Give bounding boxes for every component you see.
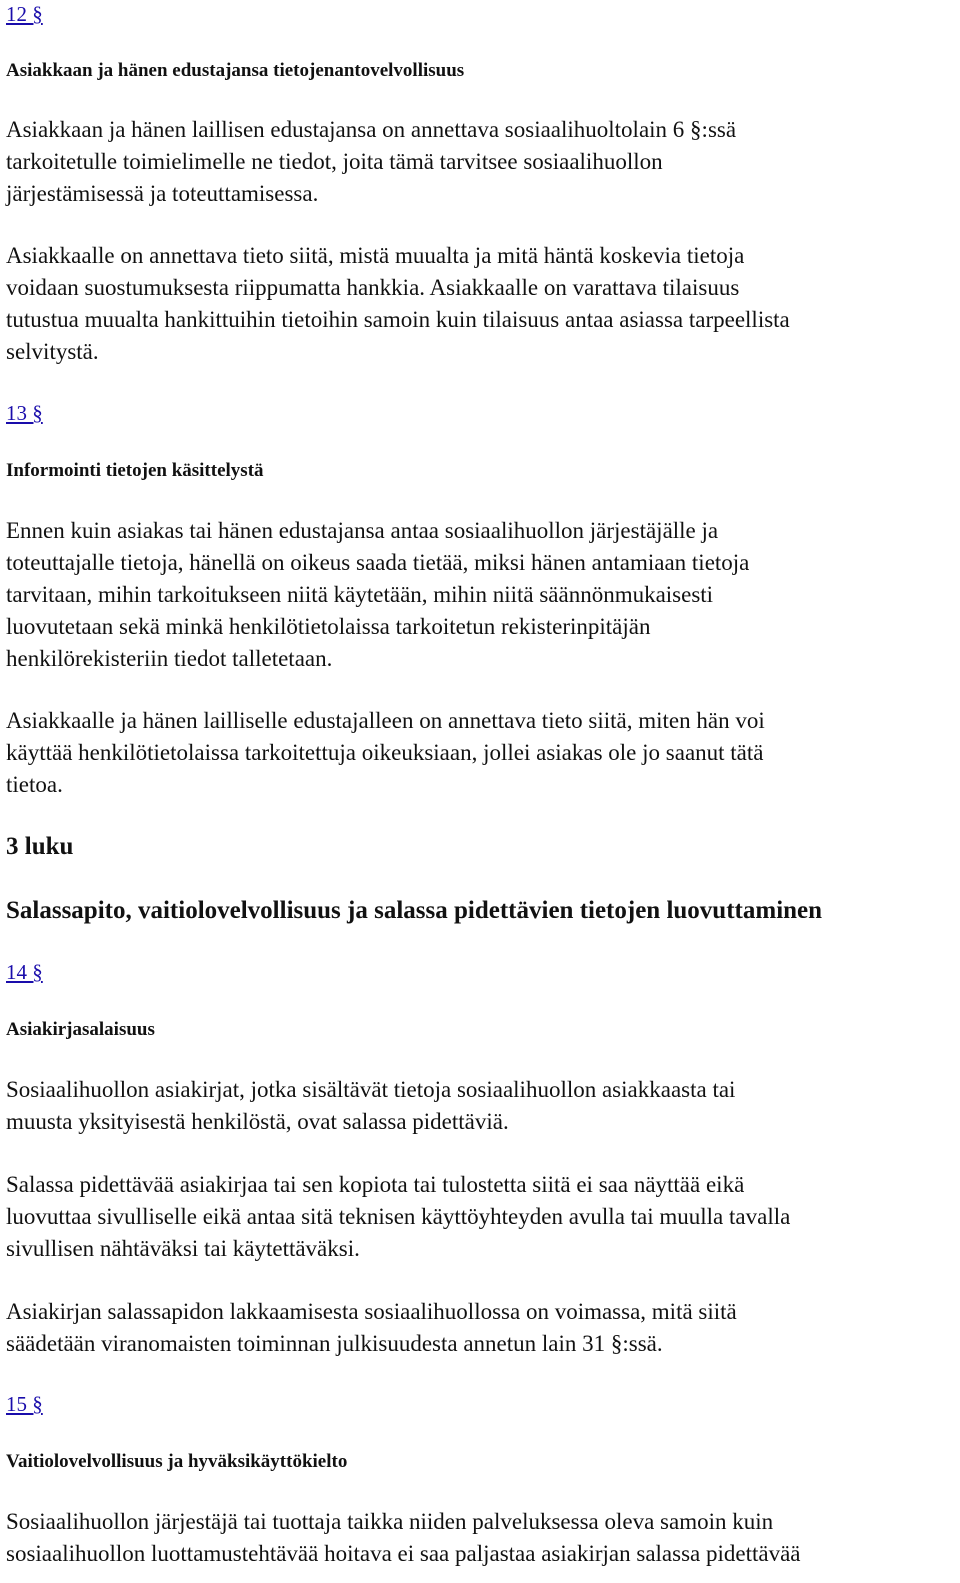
section-13-title: Informointi tietojen käsittelystä (6, 460, 264, 481)
section-15-link[interactable]: 15 § (6, 1392, 43, 1416)
text-line: järjestämisessä ja toteuttamisessa. (6, 181, 319, 206)
section-12-link[interactable]: 12 § (6, 2, 43, 26)
section-13-paragraph-1 (6, 515, 749, 675)
section-14-paragraph-2 (6, 1169, 790, 1265)
text-line: sivullisen nähtäväksi tai käytettäväksi. (6, 1236, 360, 1261)
section-14-paragraph-1 (6, 1074, 735, 1138)
text-line: selvitystä. (6, 339, 99, 364)
text-line: käyttää henkilötietolaissa tarkoitettuja oikeuksiaan, jollei asiakas ole jo saanut tätä (6, 740, 764, 765)
text-line: Ennen kuin asiakas tai hänen edustajansa antaa sosiaalihuollon järjestäjälle ja (6, 518, 719, 543)
text-line: luovuttaa sivulliselle eikä antaa sitä teknisen käyttöyhteyden avulla tai muulla tavalla (6, 1204, 791, 1229)
section-13-link[interactable]: 13 § (6, 401, 43, 425)
section-12-title: Asiakkaan ja hänen edustajansa tietojenantovelvollisuus (6, 60, 465, 81)
section-12-paragraph-1 (6, 114, 736, 210)
text-line: Asiakkaalle on annettava tieto siitä, mistä muualta ja mitä häntä koskevia tietoja (6, 243, 745, 268)
section-15-title: Vaitiolovelvollisuus ja hyväksikäyttökielto (6, 1451, 348, 1472)
text-line: säädetään viranomaisten toiminnan julkisuudesta annetun lain 31 §:ssä. (6, 1331, 663, 1356)
text-line: tarkoitetulle toimielimelle ne tiedot, joita tämä tarvitsee sosiaalihuollon (6, 149, 663, 174)
text-line: Sosiaalihuollon asiakirjat, jotka sisältävät tietoja sosiaalihuollon asiakkaasta tai (6, 1077, 736, 1102)
text-line: tietoa. (6, 772, 63, 797)
section-13-paragraph-2 (6, 705, 765, 801)
text-line: toteuttajalle tietoja, hänellä on oikeus saada tietää, miksi hänen antamiaan tietoja (6, 550, 750, 575)
text-line: Asiakkaan ja hänen laillisen edustajansa on annettava sosiaalihuoltolain 6 §:ssä (6, 117, 737, 142)
text-line: Asiakkaalle ja hänen lailliselle edustajalleen on annettava tieto siitä, miten hän voi (6, 708, 765, 733)
section-14-title: Asiakirjasalaisuus (6, 1019, 155, 1040)
text-line: tutustua muualta hankittuihin tietoihin samoin kuin tilaisuus antaa asiassa tarpeellista (6, 307, 790, 332)
text-line: Salassa pidettävää asiakirjaa tai sen kopiota tai tulostetta siitä ei saa näyttää eikä (6, 1172, 745, 1197)
text-line: muusta yksityisestä henkilöstä, ovat salassa pidettäviä. (6, 1109, 509, 1134)
chapter-number: 3 luku (6, 833, 74, 860)
text-line: luovutetaan sekä minkä henkilötietolaissa tarkoitetun rekisterinpitäjän (6, 614, 651, 639)
section-14-paragraph-3 (6, 1296, 737, 1360)
text-line: Asiakirjan salassapidon lakkaamisesta sosiaalihuollossa on voimassa, mitä siitä (6, 1299, 737, 1324)
section-12-paragraph-2 (6, 240, 790, 368)
chapter-title: Salassapito, vaitiolovelvollisuus ja salassa pidettävien tietojen luovuttaminen (6, 897, 823, 924)
text-line: voidaan suostumuksesta riippumatta hankkia. Asiakkaalle on varattava tilaisuus (6, 275, 740, 300)
section-14-link[interactable]: 14 § (6, 960, 43, 984)
text-line: tarvitaan, mihin tarkoitukseen niitä käytetään, mihin niitä säännönmukaisesti (6, 582, 714, 607)
text-line: Sosiaalihuollon järjestäjä tai tuottaja taikka niiden palveluksessa oleva samoin kuin (6, 1509, 774, 1534)
section-15-paragraph-1 (6, 1506, 801, 1570)
text-line: henkilörekisteriin tiedot talletetaan. (6, 646, 333, 671)
text-line: sosiaalihuollon luottamustehtävää hoitava ei saa paljastaa asiakirjan salassa pidettävää (6, 1541, 801, 1566)
